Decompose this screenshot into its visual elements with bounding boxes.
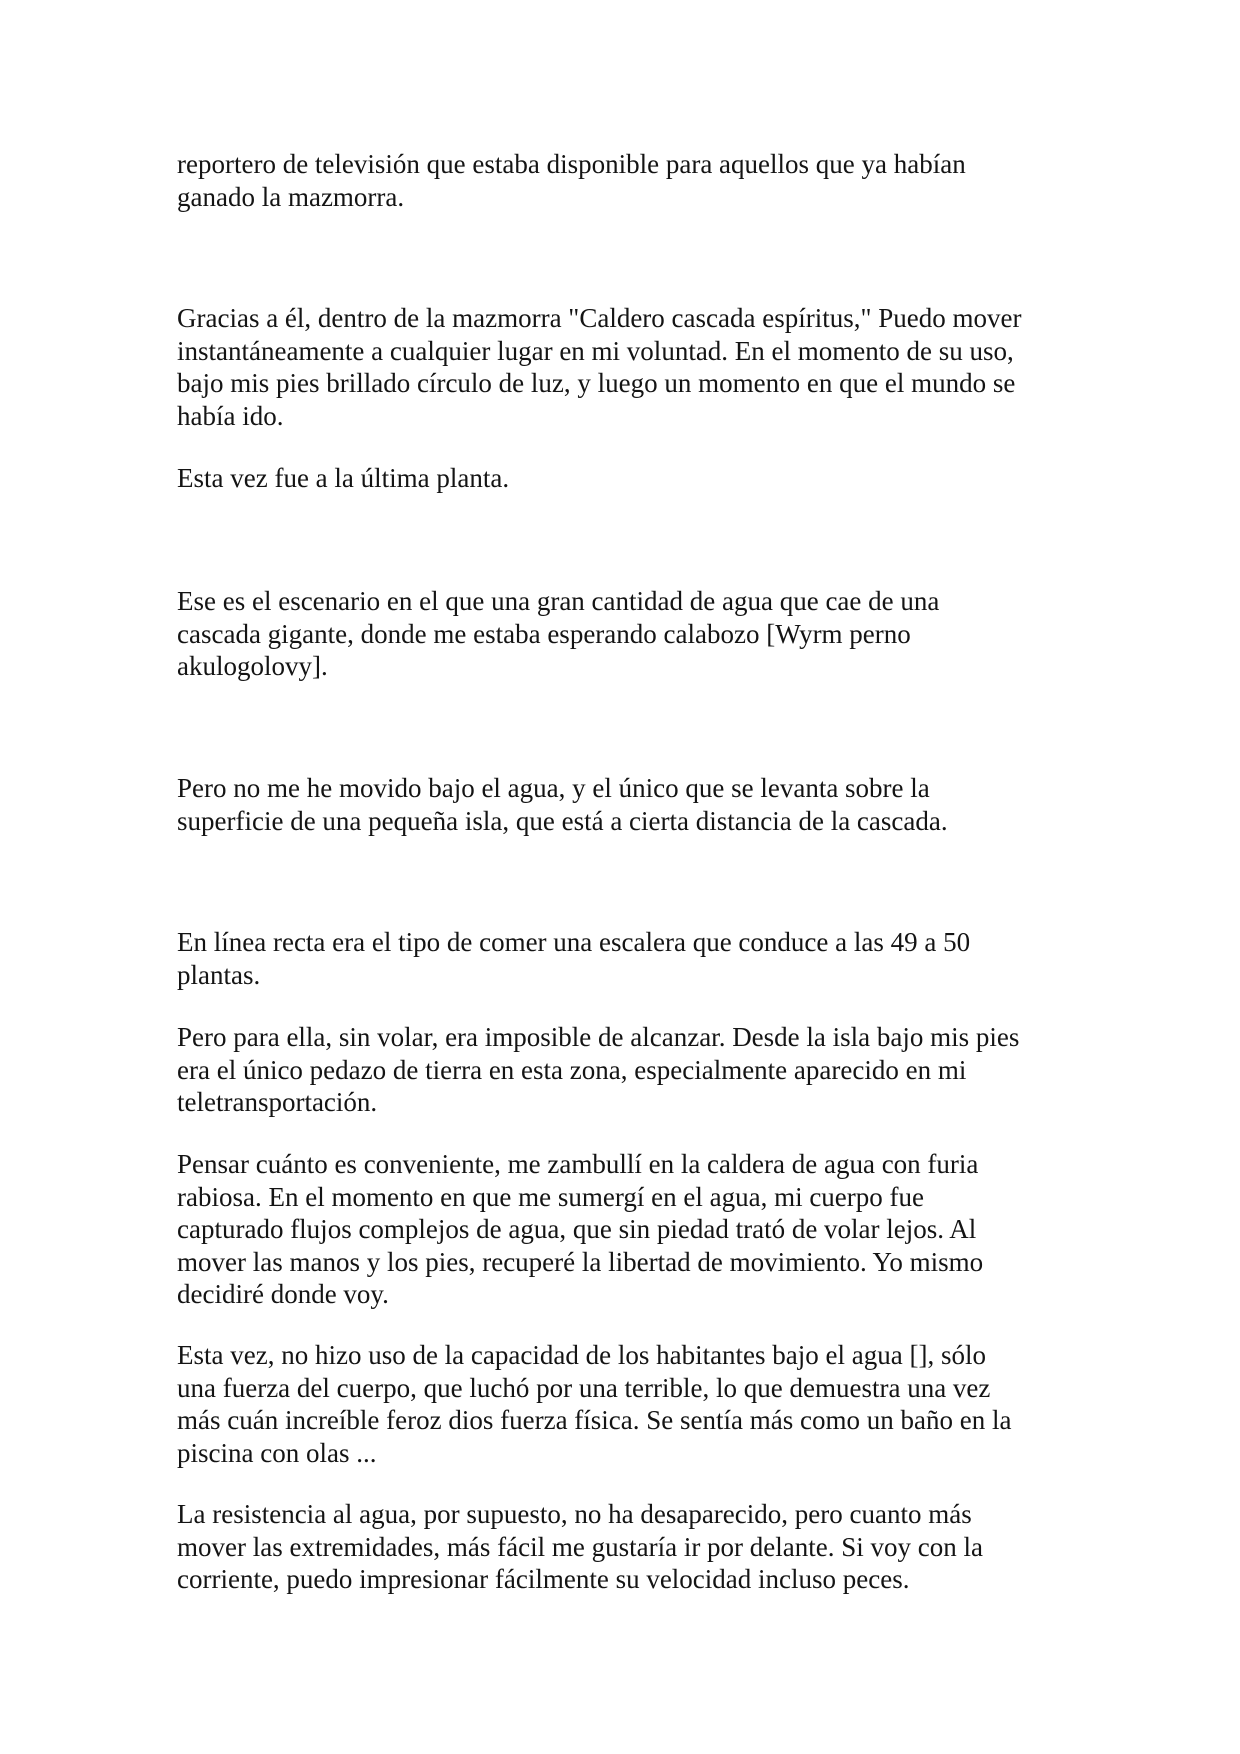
text-line: más cuán increíble feroz dios fuerza física. Se sentía más como un baño en la bbox=[177, 1405, 1012, 1435]
text-line: era el único pedazo de tierra en esta zona, especialmente aparecido en mi bbox=[177, 1054, 967, 1085]
text-line: ganado la mazmorra. bbox=[177, 181, 405, 212]
paragraph-6 bbox=[177, 926, 1077, 991]
paragraph-10 bbox=[177, 1498, 1077, 1596]
paragraph-9 bbox=[177, 1339, 1077, 1469]
text-line: En línea recta era el tipo de comer una escalera que conduce a las 49 a 50 bbox=[177, 927, 971, 957]
text-line: Ese es el escenario en el que una gran cantidad de agua que cae de una bbox=[177, 586, 940, 616]
text-line: instantáneamente a cualquier lugar en mi voluntad. En el momento de su uso, bbox=[177, 335, 1014, 366]
paragraph-1 bbox=[177, 148, 1077, 213]
text-line: había ido. bbox=[177, 400, 284, 431]
paragraph-7 bbox=[177, 1021, 1077, 1119]
text-line: Gracias a él, dentro de la mazmorra "Caldero cascada espíritus," Puedo mover bbox=[177, 303, 1022, 333]
text-line: rabiosa. En el momento en que me sumergí en el agua, mi cuerpo fue bbox=[177, 1181, 925, 1212]
text-line: akulogolovy]. bbox=[177, 651, 328, 681]
text-line: Pero para ella, sin volar, era imposible de alcanzar. Desde la isla bajo mis pies bbox=[177, 1022, 1020, 1052]
paragraph-2 bbox=[177, 302, 1077, 432]
text-line: La resistencia al agua, por supuesto, no ha desaparecido, pero cuanto más bbox=[177, 1499, 972, 1529]
text-line: superficie de una pequeña isla, que está a cierta distancia de la cascada. bbox=[177, 805, 948, 836]
text-line: piscina con olas ... bbox=[177, 1437, 377, 1468]
paragraph-3 bbox=[177, 462, 1077, 495]
paragraph-8 bbox=[177, 1148, 1077, 1311]
text-line: plantas. bbox=[177, 959, 261, 990]
text-line: teletransportación. bbox=[177, 1087, 378, 1117]
text-line: mover las extremidades, más fácil me gustaría ir por delante. Si voy con la bbox=[177, 1531, 983, 1562]
text-line: una fuerza del cuerpo, que luchó por una terrible, lo que demuestra una vez bbox=[177, 1372, 991, 1403]
text-line: Esta vez fue a la última planta. bbox=[177, 463, 510, 493]
text-line: decidiré donde voy. bbox=[177, 1279, 389, 1309]
text-line: cascada gigante, donde me estaba esperando calabozo [Wyrm perno bbox=[177, 618, 911, 649]
paragraph-5 bbox=[177, 772, 1077, 837]
text-line: mover las manos y los pies, recuperé la libertad de movimiento. Yo mismo bbox=[177, 1246, 984, 1277]
text-line: bajo mis pies brillado círculo de luz, y luego un momento en que el mundo se bbox=[177, 368, 1016, 398]
text-line: Pensar cuánto es conveniente, me zambullí en la caldera de agua con furia bbox=[177, 1149, 979, 1179]
text-line: capturado flujos complejos de agua, que sin piedad trató de volar lejos. Al bbox=[177, 1214, 977, 1244]
text-line: Pero no me he movido bajo el agua, y el único que se levanta sobre la bbox=[177, 773, 930, 803]
text-line: corriente, puedo impresionar fácilmente su velocidad incluso peces. bbox=[177, 1564, 910, 1594]
text-line: Esta vez, no hizo uso de la capacidad de los habitantes bajo el agua [], sólo bbox=[177, 1340, 986, 1370]
text-line: reportero de televisión que estaba disponible para aquellos que ya habían bbox=[177, 149, 966, 179]
paragraph-4 bbox=[177, 585, 1077, 683]
